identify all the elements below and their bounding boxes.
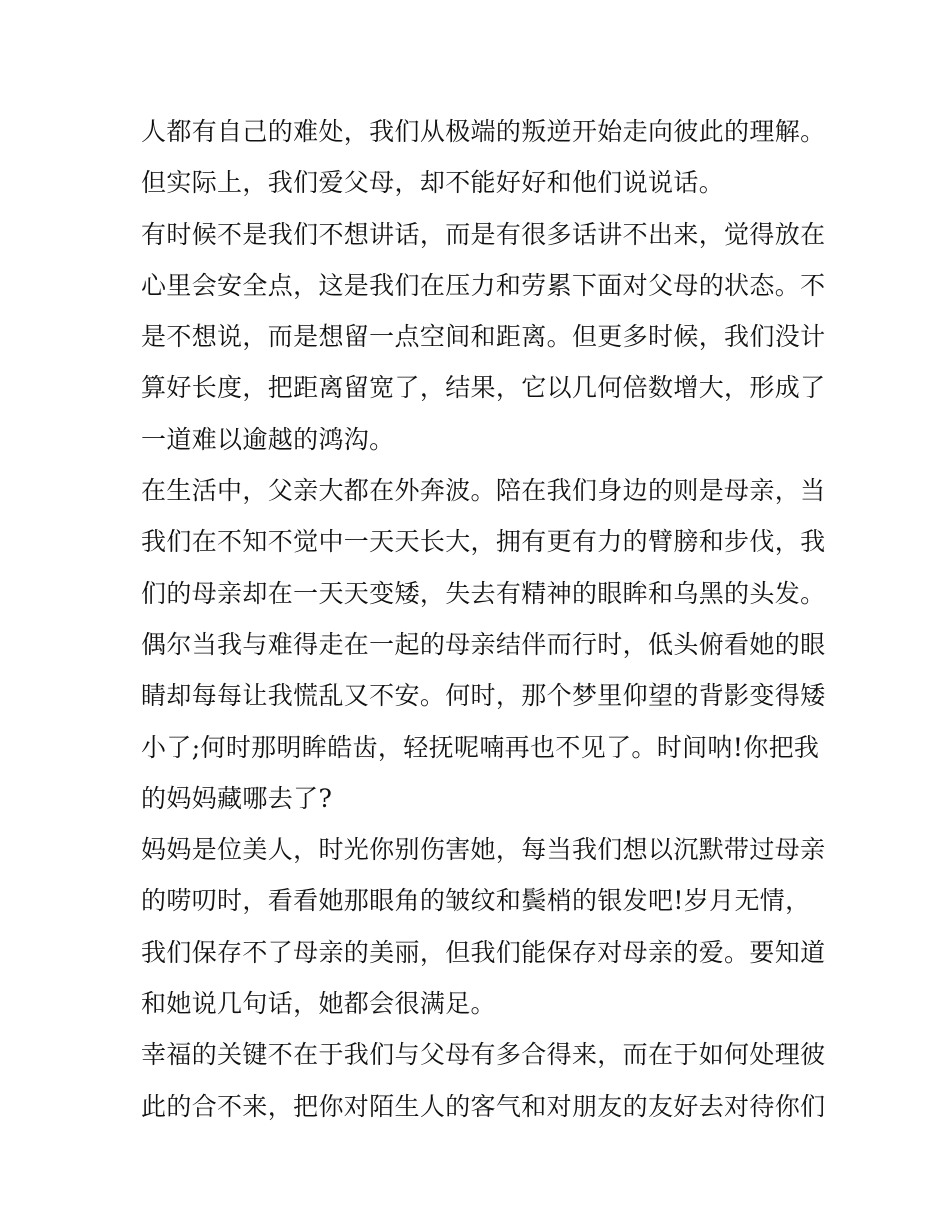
document-body <box>141 106 826 1132</box>
text-line: 妈妈是位美人，时光你别伤害她，每当我们想以沉默带过母亲 <box>141 835 826 865</box>
text-line: 我们在不知不觉中一天天长大，拥有更有力的臂膀和步伐，我 <box>141 527 826 557</box>
text-line: 小了;何时那明眸皓齿，轻抚呢喃再也不见了。时间呐!你把我 <box>141 732 820 762</box>
text-line: 在生活中，父亲大都在外奔波。陪在我们身边的则是母亲，当 <box>141 476 826 506</box>
text-line: 一道难以逾越的鸿沟。 <box>141 424 395 454</box>
text-line: 此的合不来，把你对陌生人的客气和对朋友的友好去对待你们 <box>141 1091 826 1121</box>
text-line: 但实际上，我们爱父母，却不能好好和他们说说话。 <box>141 168 725 198</box>
text-line: 偶尔当我与难得走在一起的母亲结伴而行时，低头俯看她的眼 <box>141 629 826 659</box>
text-line: 我们保存不了母亲的美丽，但我们能保存对母亲的爱。要知道 <box>141 937 826 967</box>
text-line: 睛却每每让我慌乱又不安。何时，那个梦里仰望的背影变得矮 <box>141 681 826 711</box>
text-line: 们的母亲却在一天天变矮，失去有精神的眼眸和乌黑的头发。 <box>141 578 826 608</box>
text-line: 有时候不是我们不想讲话，而是有很多话讲不出来，觉得放在 <box>141 219 826 249</box>
text-line: 算好长度，把距离留宽了，结果，它以几何倍数增大，形成了 <box>141 373 826 403</box>
text-line: 的妈妈藏哪去了? <box>141 783 333 813</box>
text-line: 幸福的关键不在于我们与父母有多合得来，而在于如何处理彼 <box>141 1040 826 1070</box>
text-line: 是不想说，而是想留一点空间和距离。但更多时候，我们没计 <box>141 322 826 352</box>
text-line: 和她说几句话，她都会很满足。 <box>141 989 496 1019</box>
text-line: 人都有自己的难处，我们从极端的叛逆开始走向彼此的理解。 <box>141 117 826 146</box>
text-line: 心里会安全点，这是我们在压力和劳累下面对父母的状态。不 <box>141 270 826 300</box>
text-line: 的唠叨时，看看她那眼角的皱纹和鬓梢的银发吧!岁月无情， <box>141 886 811 916</box>
